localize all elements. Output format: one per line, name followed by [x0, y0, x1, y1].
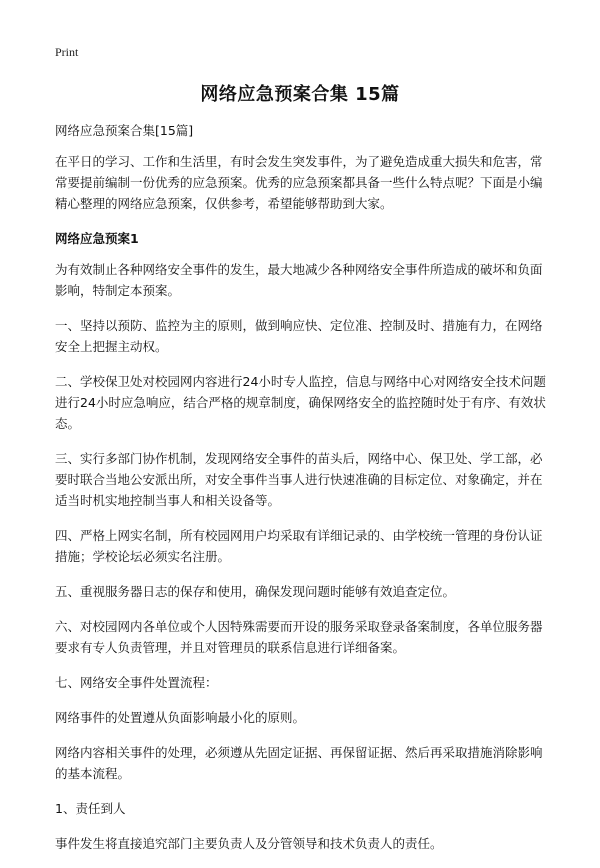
paragraph: 事件发生将直接追究部门主要负责人及分管领导和技术负责人的责任。 — [55, 836, 443, 851]
document-title: 网络应急预案合集 15篇 — [200, 84, 400, 105]
paragraph: 五、重视服务器日志的保存和使用，确保发现问题时能够有效追查定位。 — [55, 584, 456, 599]
paragraph: 为有效制止各种网络安全事件的发生，最大地减少各种网络安全事件所造成的破坏和负面影响，特制定本预案。 — [55, 262, 543, 298]
paragraph: 二、学校保卫处对校园网内容进行24小时专人监控，信息与网络中心对网络安全技术问题进行24小时应急响应，结合严格的规章制度，确保网络安全的监控随时处于有序、有效状态。 — [55, 374, 546, 431]
paragraph: 一、坚持以预防、监控为主的原则，做到响应快、定位准、控制及时、措施有力，在网络安全上把握主动权。 — [55, 318, 543, 354]
section-heading: 网络应急预案1 — [55, 231, 139, 246]
paragraph: 七、网络安全事件处置流程： — [55, 675, 218, 690]
paragraph: 网络事件的处置遵从负面影响最小化的原则。 — [55, 710, 306, 725]
paragraph: 1、责任到人 — [55, 801, 126, 816]
print-link[interactable]: Print — [55, 45, 79, 59]
paragraph: 六、对校园网内各单位或个人因特殊需要而开设的服务采取登录备案制度，各单位服务器要求有专人负责管理，并且对管理员的联系信息进行详细备案。 — [55, 619, 543, 655]
intro-paragraph: 在平日的学习、工作和生活里，有时会发生突发事件，为了避免造成重大损失和危害，常常要提前编制一份优秀的应急预案。优秀的应急预案都具备一些什么特点呢？下面是小编精心整理的网络应急预案，仅供参考，希望能够帮助到大家。 — [55, 154, 543, 211]
document-body — [55, 120, 547, 868]
paragraph: 网络内容相关事件的处理，必须遵从先固定证据、再保留证据、然后再采取措施消除影响的基本流程。 — [55, 745, 543, 781]
document-subtitle: 网络应急预案合集[15篇] — [55, 123, 194, 138]
paragraph: 三、实行多部门协作机制，发现网络安全事件的苗头后，网络中心、保卫处、学工部，必要时联合当地公安派出所，对安全事件当事人进行快速准确的目标定位、对象确定，并在适当时机实地控制当事人和相关设备等。 — [55, 451, 543, 508]
paragraph: 四、严格上网实名制，所有校园网用户均采取有详细记录的、由学校统一管理的身份认证措施；学校论坛必须实名注册。 — [55, 528, 543, 564]
